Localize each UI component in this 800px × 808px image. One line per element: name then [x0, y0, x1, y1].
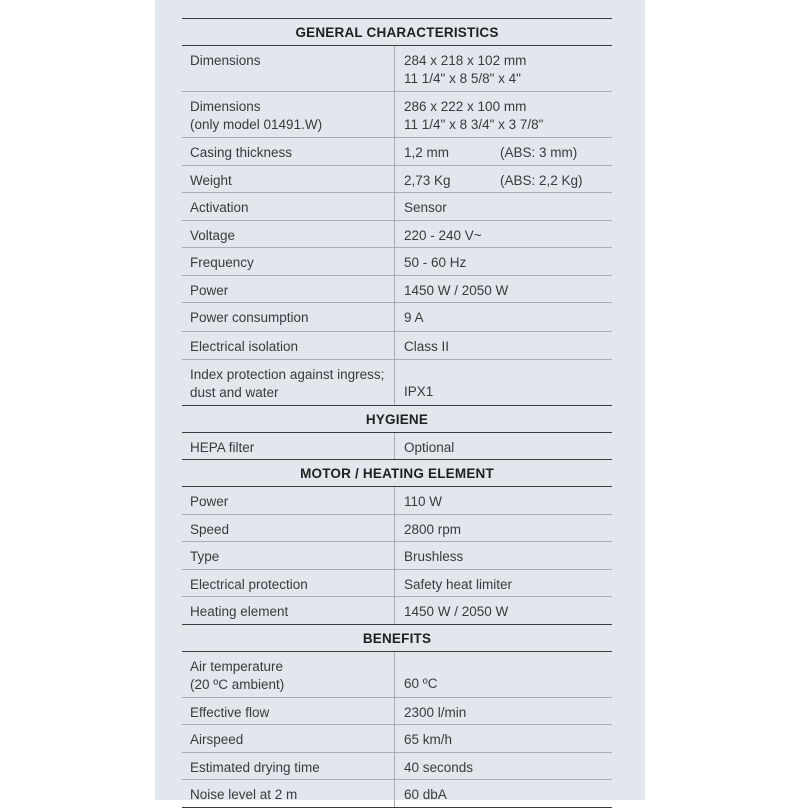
spec-value	[395, 138, 612, 165]
spec-row	[182, 360, 612, 406]
spec-value	[395, 597, 612, 624]
spec-row	[182, 433, 612, 461]
spec-label	[182, 332, 395, 359]
spec-label	[182, 570, 395, 597]
spec-label-line: dust and water	[190, 384, 279, 400]
spec-label-line: Air temperature	[190, 658, 284, 674]
spec-value-line: 65 km/h	[404, 732, 453, 747]
spec-label-line: (only model 01491.W)	[190, 117, 323, 132]
spec-label	[182, 303, 395, 331]
spec-label-line: Weight	[190, 172, 232, 188]
spec-value	[395, 221, 612, 248]
spec-label	[182, 542, 395, 569]
spec-value	[395, 303, 612, 331]
spec-row	[182, 652, 612, 698]
spec-label-line: Airspeed	[190, 732, 244, 747]
spec-value-line: 1450 W / 2050 W	[404, 282, 509, 298]
spec-row	[182, 753, 612, 781]
spec-value	[395, 652, 612, 697]
spec-value-line: 40 seconds	[404, 759, 474, 775]
spec-value-note: (ABS: 3 mm)	[500, 145, 578, 160]
spec-row	[182, 332, 612, 360]
spec-label	[182, 780, 395, 807]
spec-label	[182, 698, 395, 725]
spec-label-line: Index protection against ingress;	[190, 366, 385, 382]
spec-value-line: Brushless	[404, 549, 464, 564]
spec-value-line: Class II	[404, 339, 450, 354]
spec-table	[182, 18, 612, 808]
spec-row	[182, 221, 612, 249]
spec-label-line: HEPA filter	[190, 439, 255, 455]
spec-value	[395, 92, 612, 137]
spec-value-main: 1,2 mm	[404, 145, 450, 160]
spec-label-line: Activation	[190, 200, 249, 215]
spec-row	[182, 248, 612, 276]
spec-row	[182, 725, 612, 753]
spec-value	[395, 433, 612, 460]
spec-value-line: 2800 rpm	[404, 521, 462, 537]
spec-label-line: Heating element	[190, 604, 289, 619]
spec-value-line: 110 W	[404, 494, 443, 509]
spec-value-line: Optional	[404, 439, 455, 455]
spec-row	[182, 166, 612, 194]
spec-value	[395, 193, 612, 220]
section-title: BENEFITS	[182, 625, 612, 652]
spec-value-line: 2300 l/min	[404, 704, 467, 720]
spec-row	[182, 138, 612, 166]
spec-label	[182, 725, 395, 752]
spec-value	[395, 753, 612, 780]
spec-label-line: Noise level at 2 m	[190, 787, 298, 802]
spec-row	[182, 92, 612, 138]
spec-value	[395, 542, 612, 569]
spec-label-line: Voltage	[190, 227, 236, 243]
spec-label-line: Electrical protection	[190, 576, 308, 592]
spec-value-line: 11 1/4" x 8 3/4" x 3 7/8"	[404, 117, 544, 132]
spec-value-line: 286 x 222 x 100 mm	[404, 99, 527, 114]
spec-value	[395, 487, 612, 514]
spec-row	[182, 597, 612, 625]
spec-label-line: Dimensions	[190, 53, 261, 68]
spec-value-line: 220 - 240 V~	[404, 227, 482, 243]
spec-row	[182, 303, 612, 332]
spec-label-line: Electrical isolation	[190, 339, 299, 354]
spec-label-line: Type	[190, 549, 220, 564]
spec-label	[182, 360, 395, 405]
spec-value	[395, 780, 612, 807]
spec-value-main: 2,73 Kg	[404, 172, 451, 188]
spec-value-line: 284 x 218 x 102 mm	[404, 53, 527, 68]
spec-value-line: 60 dbA	[404, 787, 447, 802]
spec-label-line: Power	[190, 282, 229, 298]
spec-label	[182, 652, 395, 697]
spec-label-line: Power consumption	[190, 310, 309, 325]
spec-value-line: 1450 W / 2050 W	[404, 604, 509, 619]
spec-value-line: 50 - 60 Hz	[404, 255, 467, 270]
spec-value-line: Sensor	[404, 200, 447, 215]
spec-label-line: Frequency	[190, 255, 254, 270]
spec-label-line: Speed	[190, 521, 230, 537]
spec-value-line: IPX1	[404, 383, 434, 399]
spec-value	[395, 332, 612, 359]
spec-label	[182, 92, 395, 137]
spec-value-line: Safety heat limiter	[404, 576, 513, 592]
spec-value-note: (ABS: 2,2 Kg)	[500, 172, 583, 188]
section-title: MOTOR / HEATING ELEMENT	[182, 460, 612, 487]
spec-row	[182, 570, 612, 598]
spec-row	[182, 780, 612, 808]
spec-label-line: Estimated drying time	[190, 759, 320, 775]
spec-value	[395, 166, 612, 193]
spec-value-line: 60 ºC	[404, 675, 438, 691]
spec-value	[395, 570, 612, 597]
spec-label-line: Effective flow	[190, 704, 270, 720]
spec-label	[182, 166, 395, 193]
spec-label-line: Casing thickness	[190, 145, 293, 160]
spec-label	[182, 753, 395, 780]
spec-value	[395, 515, 612, 542]
spec-row	[182, 487, 612, 515]
spec-label	[182, 248, 395, 275]
spec-label	[182, 433, 395, 460]
spec-label	[182, 597, 395, 624]
spec-label	[182, 515, 395, 542]
spec-label-line: Power	[190, 494, 229, 509]
spec-value	[395, 276, 612, 303]
spec-label-line: Dimensions	[190, 99, 261, 114]
spec-label	[182, 221, 395, 248]
spec-value-line: 11 1/4" x 8 5/8" x 4"	[404, 71, 521, 86]
spec-label	[182, 193, 395, 220]
spec-label	[182, 276, 395, 303]
spec-value	[395, 360, 612, 405]
spec-value	[395, 725, 612, 752]
spec-row	[182, 515, 612, 543]
spec-row	[182, 46, 612, 92]
spec-row	[182, 193, 612, 221]
spec-value	[395, 46, 612, 91]
section-title: GENERAL CHARACTERISTICS	[182, 19, 612, 46]
spec-label	[182, 487, 395, 514]
spec-row	[182, 276, 612, 304]
spec-label-line: (20 ºC ambient)	[190, 676, 285, 692]
spec-label	[182, 46, 395, 91]
spec-label	[182, 138, 395, 165]
spec-value	[395, 698, 612, 725]
spec-row	[182, 698, 612, 726]
section-title: HYGIENE	[182, 406, 612, 433]
spec-row	[182, 542, 612, 570]
spec-value-line: 9 A	[404, 310, 424, 325]
spec-value	[395, 248, 612, 275]
